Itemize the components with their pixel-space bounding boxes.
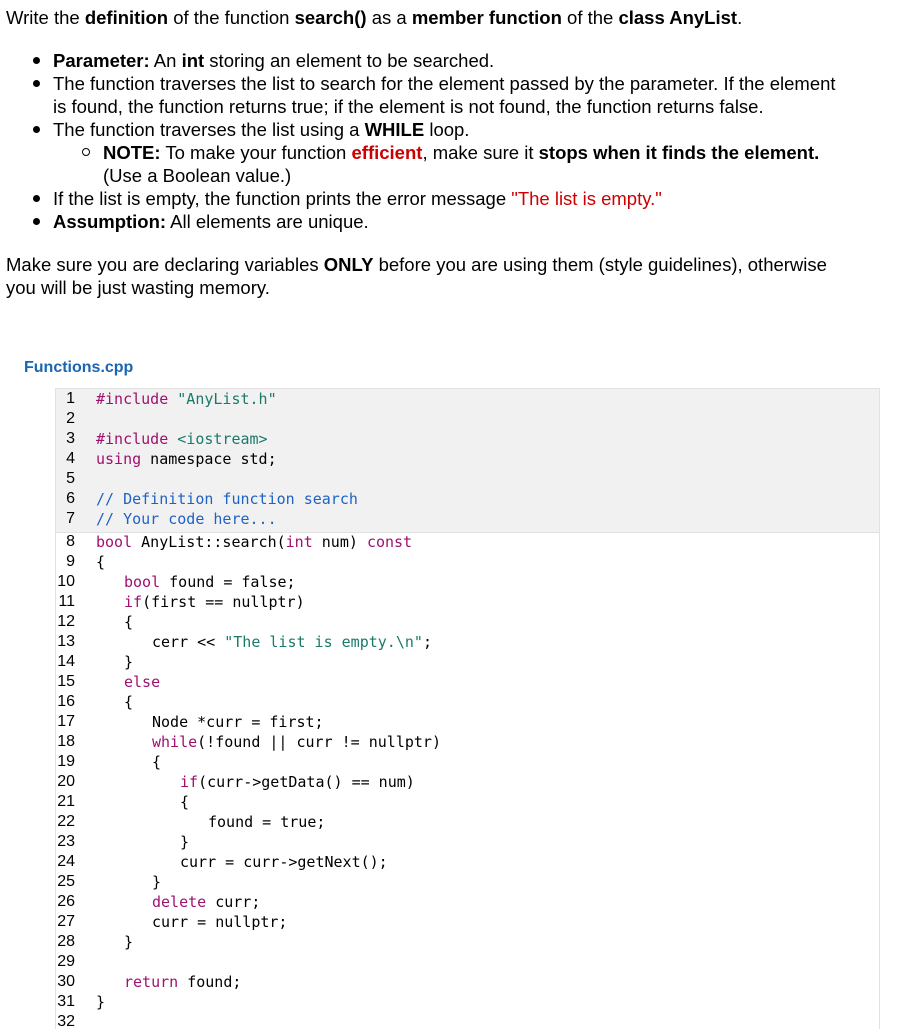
code-line[interactable]: { — [124, 613, 134, 631]
text-bold: int — [181, 50, 205, 71]
code-line[interactable]: } — [124, 653, 134, 671]
text: Make sure you are declaring variables — [6, 254, 324, 275]
code-line[interactable] — [152, 632, 432, 652]
line-number: 30 — [57, 973, 75, 990]
line-number: 5 — [66, 470, 75, 487]
code-token: found; — [178, 973, 242, 991]
code-line[interactable] — [124, 592, 305, 612]
code-token: ; — [422, 633, 432, 651]
code-token: using — [96, 450, 142, 468]
code-line[interactable] — [124, 972, 241, 992]
line-number: 3 — [66, 430, 75, 447]
code-line[interactable]: } — [124, 933, 134, 951]
code-token: const — [366, 533, 413, 551]
code-token: AnyList::search( — [132, 533, 286, 551]
line-number: 4 — [66, 450, 75, 467]
code-line[interactable]: } — [180, 833, 190, 851]
code-line[interactable]: { — [152, 753, 162, 771]
sub-bullet-circle — [82, 148, 90, 156]
line-number: 2 — [66, 410, 75, 427]
code-line[interactable]: } — [96, 993, 106, 1011]
code-line[interactable]: else — [124, 673, 161, 691]
code-token: if — [124, 593, 143, 611]
line-number: 19 — [57, 753, 75, 770]
code-token: if — [180, 773, 199, 791]
code-token: "The list is empty.\n" — [224, 633, 423, 651]
code-token: return — [124, 973, 179, 991]
code-line[interactable] — [180, 772, 415, 792]
code-line[interactable] — [152, 892, 260, 912]
code-token: while — [152, 733, 198, 751]
code-line[interactable] — [96, 532, 412, 552]
code-line[interactable] — [124, 572, 296, 592]
bullet-parameter — [53, 49, 494, 72]
text: of the function — [168, 7, 295, 28]
bullet-while — [53, 118, 469, 141]
line-number: 9 — [66, 553, 75, 570]
code-token: #include — [96, 390, 178, 408]
text: To make your function — [160, 142, 352, 163]
line-number: 6 — [66, 490, 75, 507]
code-token: bool — [96, 533, 133, 551]
bullet-traverse-cont: is found, the function returns true; if the element is not found, the function returns false. — [53, 96, 764, 117]
code-token: (curr->getData() == num) — [198, 773, 415, 791]
code-line[interactable]: } — [152, 873, 162, 891]
text-bold: member function — [411, 7, 562, 28]
code-comment: // Your code here... — [96, 510, 277, 528]
code-token: found = false; — [160, 573, 296, 591]
text-bold: search() — [294, 7, 367, 28]
code-line[interactable]: found = true; — [208, 813, 326, 831]
text: as a — [366, 7, 412, 28]
bullet-traverse: The function traverses the list to search for the element passed by the parameter. If the element — [53, 73, 836, 94]
style-note — [6, 253, 827, 276]
line-number: 29 — [57, 953, 75, 970]
line-number: 28 — [57, 933, 75, 950]
code-token: (first == nullptr) — [142, 593, 305, 611]
line-number: 26 — [57, 893, 75, 910]
text: If the list is empty, the function prints the error message — [53, 188, 512, 209]
text-bold: Assumption: — [53, 211, 167, 232]
line-number: 14 — [57, 653, 75, 670]
text: of the — [561, 7, 619, 28]
code-token: "AnyList.h" — [177, 390, 277, 408]
code-line — [96, 449, 277, 469]
text: Write the — [6, 7, 85, 28]
line-number: 17 — [57, 713, 75, 730]
code-token: namespace std; — [141, 450, 277, 468]
bullet-assumption — [53, 210, 369, 233]
line-number: 15 — [57, 673, 75, 690]
code-line — [96, 429, 268, 449]
text: All elements are unique. — [166, 211, 369, 232]
code-token: int — [285, 533, 313, 551]
bullet-dot — [33, 80, 40, 87]
line-number: 11 — [58, 593, 75, 610]
line-number: 1 — [66, 390, 75, 407]
code-line[interactable]: { — [180, 793, 190, 811]
code-line[interactable]: Node *curr = first; — [152, 713, 324, 731]
code-token: delete — [152, 893, 207, 911]
text-bold: class AnyList — [618, 7, 738, 28]
sub-bullet-note — [103, 141, 819, 164]
line-number: 7 — [66, 510, 75, 527]
line-number: 8 — [66, 533, 75, 550]
text: before you are using them (style guidelines), otherwise — [373, 254, 827, 275]
line-number: 25 — [57, 873, 75, 890]
text-bold: NOTE: — [103, 142, 161, 163]
line-number: 32 — [57, 1013, 75, 1030]
code-token: #include — [96, 430, 178, 448]
line-number: 16 — [57, 693, 75, 710]
line-number: 22 — [57, 813, 75, 830]
text-bold: definition — [84, 7, 169, 28]
bullet-empty — [53, 187, 662, 210]
bullet-dot — [33, 218, 40, 225]
code-line[interactable]: curr = curr->getNext(); — [180, 853, 388, 871]
line-number: 13 — [57, 633, 75, 650]
bullet-dot — [33, 126, 40, 133]
text-bold: WHILE — [364, 119, 425, 140]
text: An — [149, 50, 182, 71]
text: The function traverses the list using a — [53, 119, 365, 140]
text: . — [737, 7, 743, 28]
line-number: 12 — [57, 613, 75, 630]
line-number: 20 — [57, 773, 75, 790]
line-number: 27 — [57, 913, 75, 930]
code-line[interactable]: curr = nullptr; — [152, 913, 288, 931]
code-line — [96, 389, 277, 409]
code-token: (!found || curr != nullptr) — [197, 733, 441, 751]
code-token: curr; — [206, 893, 261, 911]
code-comment: // Definition function search — [96, 490, 358, 508]
text: loop. — [424, 119, 470, 140]
bullet-dot — [33, 195, 40, 202]
file-title: Functions.cpp — [24, 359, 134, 376]
line-number: 21 — [57, 793, 75, 810]
code-line[interactable]: { — [124, 693, 134, 711]
error-message-text: "The list is empty." — [511, 188, 662, 209]
instruction-line — [6, 6, 742, 29]
text: storing an element to be searched. — [204, 50, 495, 71]
line-number: 10 — [57, 573, 75, 590]
style-note-cont: you will be just wasting memory. — [6, 277, 270, 298]
line-number: 23 — [57, 833, 75, 850]
code-token: bool — [124, 573, 161, 591]
sub-bullet-note-cont: (Use a Boolean value.) — [103, 165, 292, 186]
text-bold: Parameter: — [53, 50, 150, 71]
text: , make sure it — [422, 142, 539, 163]
code-line[interactable]: { — [96, 553, 106, 571]
text-highlight: efficient — [351, 142, 423, 163]
line-number: 18 — [57, 733, 75, 750]
text-bold: ONLY — [323, 254, 374, 275]
code-token: <iostream> — [177, 430, 268, 448]
line-number: 31 — [57, 993, 75, 1010]
code-line[interactable] — [152, 732, 441, 752]
code-token: cerr << — [152, 633, 225, 651]
line-number: 24 — [57, 853, 75, 870]
bullet-dot — [33, 57, 40, 64]
text-bold: stops when it finds the element. — [538, 142, 820, 163]
code-token: num) — [312, 533, 367, 551]
code-editor[interactable] — [55, 388, 880, 1029]
